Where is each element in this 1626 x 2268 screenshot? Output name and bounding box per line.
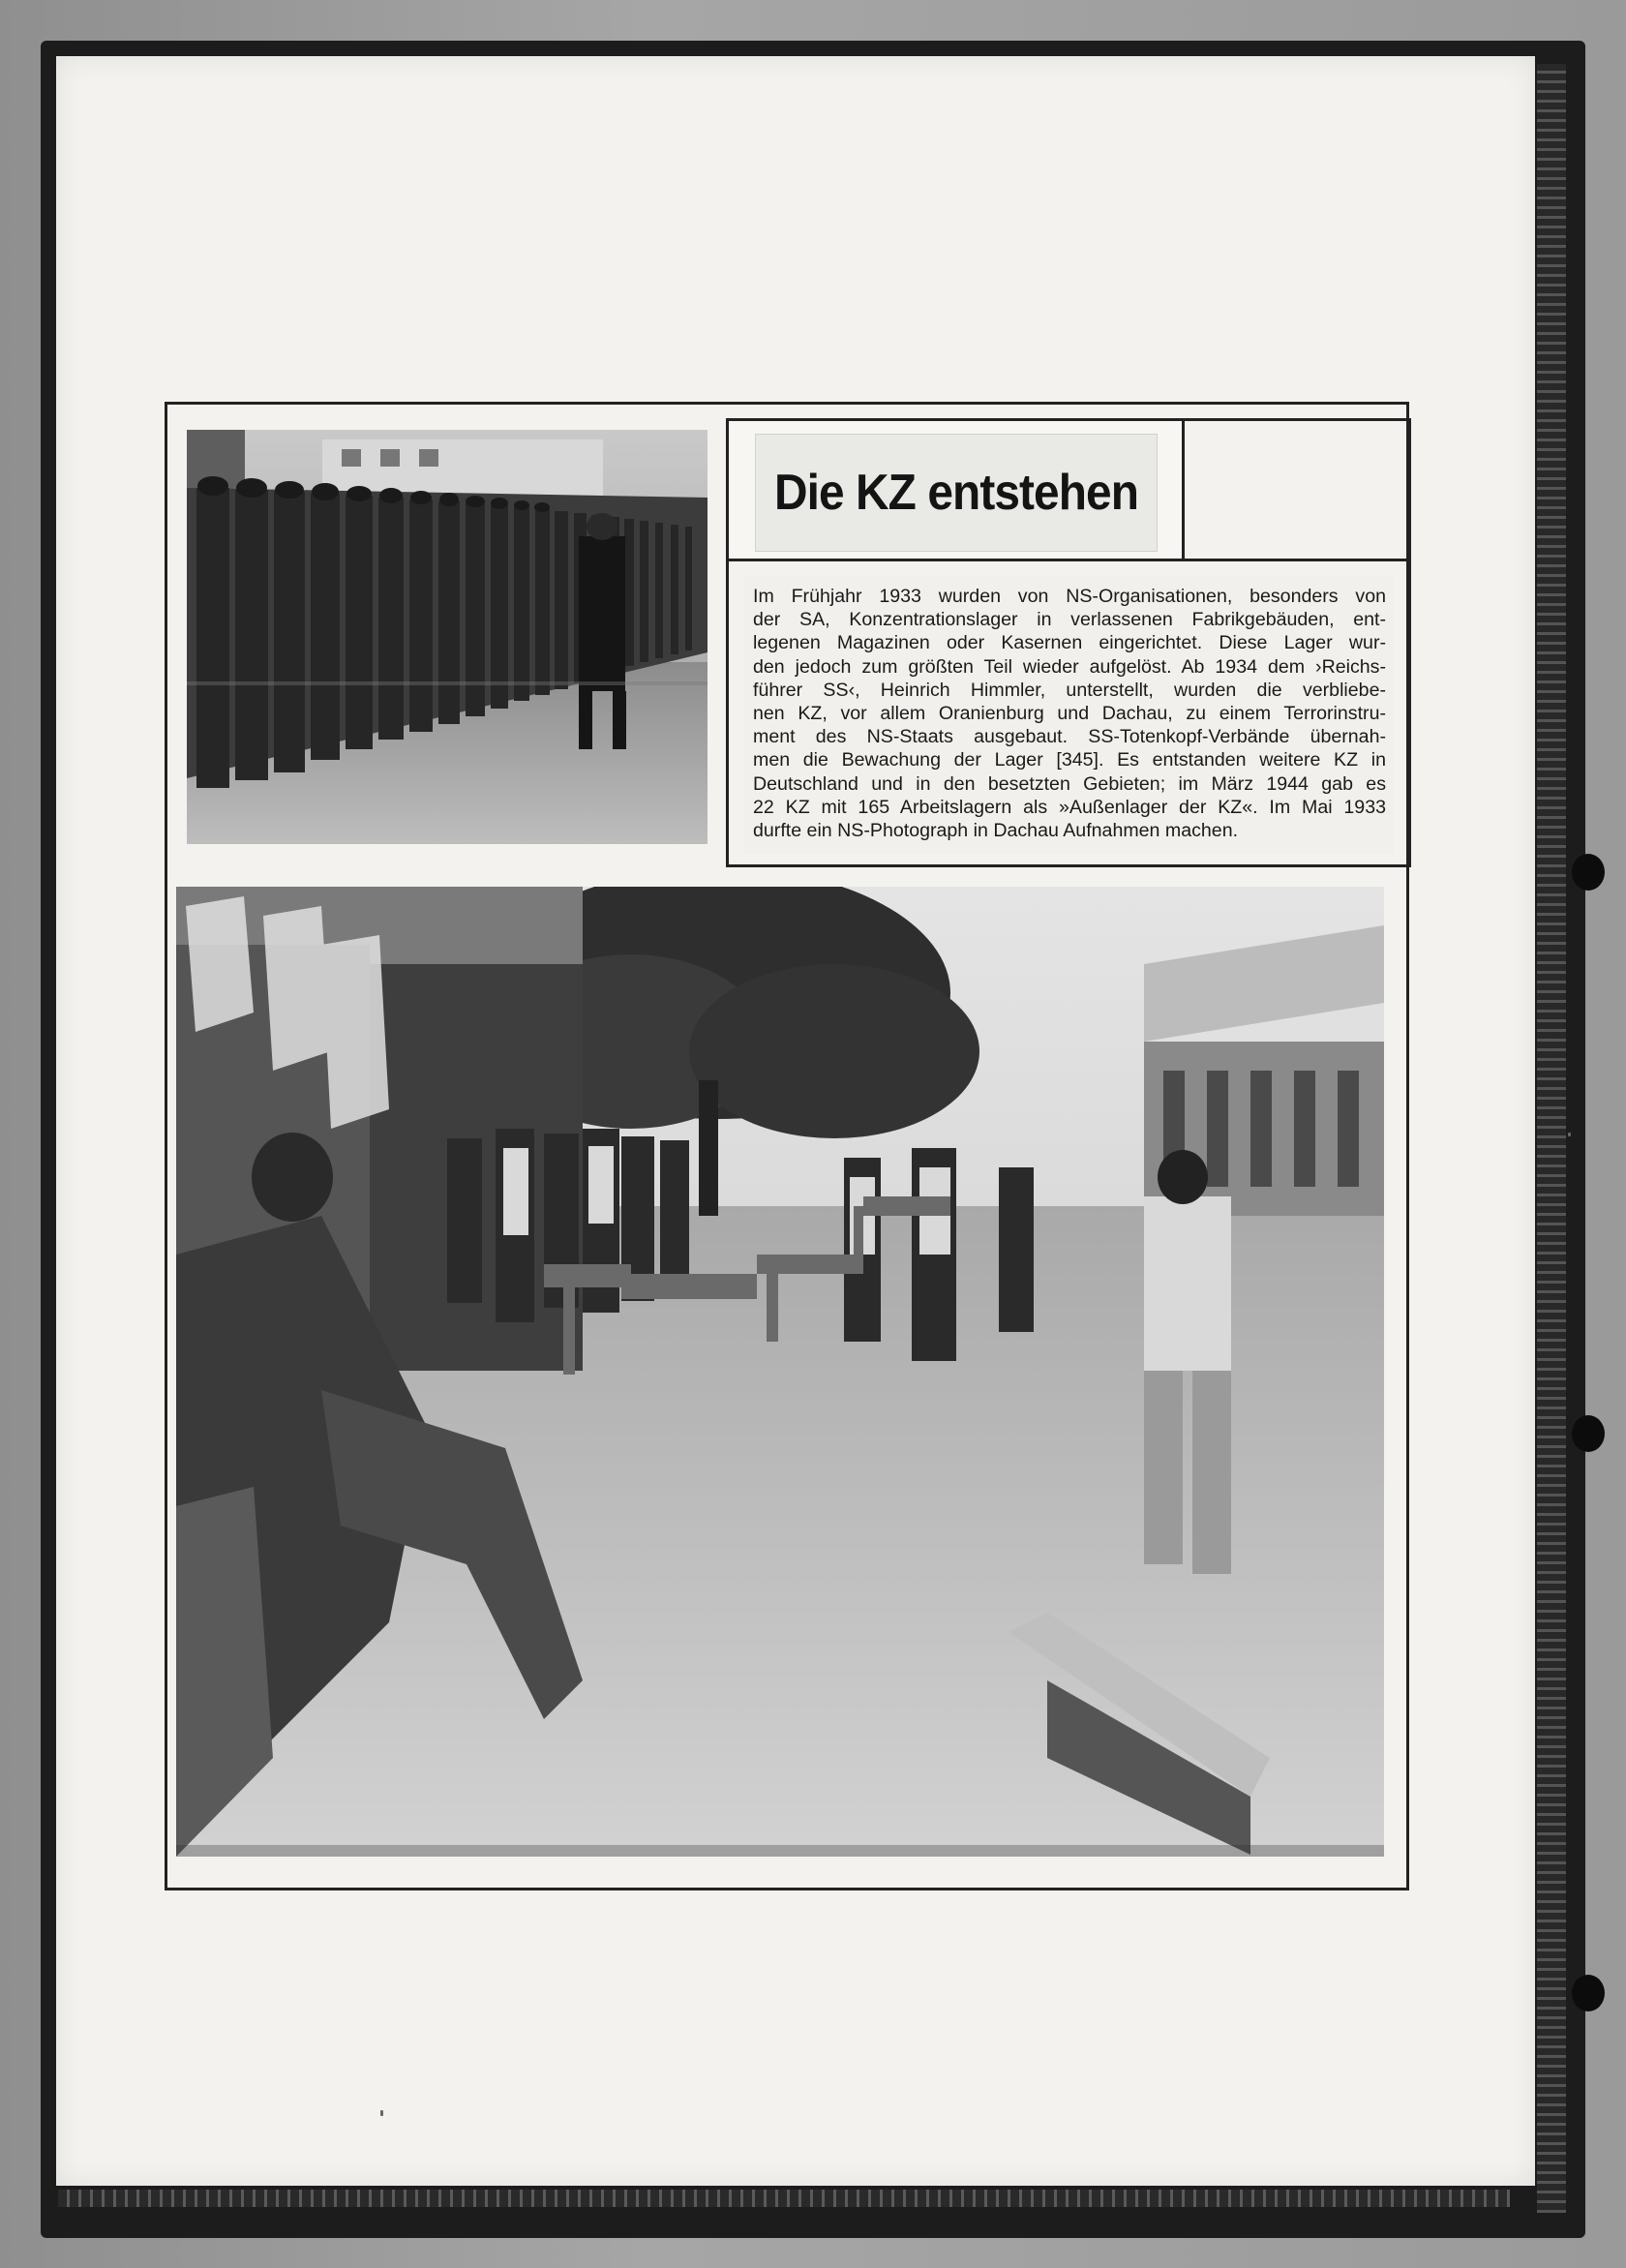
text-line: legenen Magazinen oder Kasernen eingerichtet. Diese Lager wur-: [753, 632, 1386, 654]
sleeve-edge-bottom: [58, 2190, 1510, 2207]
text-line: der SA, Konzentrationslager in verlassenen Fabrikgebäuden, ent-: [753, 609, 1386, 631]
binder-hole-bottom: [1572, 1975, 1605, 2011]
text-line: Deutschland und in den besetzten Gebieten; im März 1944 gab es: [753, 772, 1386, 795]
text-line: men die Bewachung der Lager [345]. Es entstanden weitere KZ in: [753, 749, 1386, 771]
text-line: ment des NS-Staats ausgebaut. SS-Totenkopf-Verbände übernah-: [753, 726, 1386, 748]
text-line: 22 KZ mit 165 Arbeitslagern als »Außenlager der KZ«. Im Mai 1933: [753, 796, 1386, 818]
text-line: nen KZ, vor allem Oranienburg und Dachau, zu einem Terrorinstru-: [753, 703, 1386, 725]
text-line: führer SS‹, Heinrich Himmler, unterstellt, wurden die verbliebe-: [753, 679, 1386, 701]
binder-hole-middle: [1572, 1415, 1605, 1452]
article-text: [753, 585, 1386, 842]
photo-camp-yard: [176, 887, 1384, 1857]
text-line: durfte ein NS-Photograph in Dachau Aufnahmen machen.: [753, 820, 1239, 842]
paper-speck: [1568, 1133, 1571, 1136]
sleeve-edge-right: [1537, 64, 1566, 2213]
binder-hole-top: [1572, 854, 1605, 891]
page-title: Die KZ entstehen: [755, 434, 1158, 552]
paper-speck: [380, 2110, 383, 2116]
photo-guards-formation: [187, 430, 708, 844]
text-line: den jedoch zum größten Teil wieder aufgelöst. Ab 1934 dem ›Reichs-: [753, 655, 1386, 678]
title-frame-extension: [1185, 418, 1411, 561]
text-line: Im Frühjahr 1933 wurden von NS-Organisationen, besonders von: [753, 586, 1386, 607]
